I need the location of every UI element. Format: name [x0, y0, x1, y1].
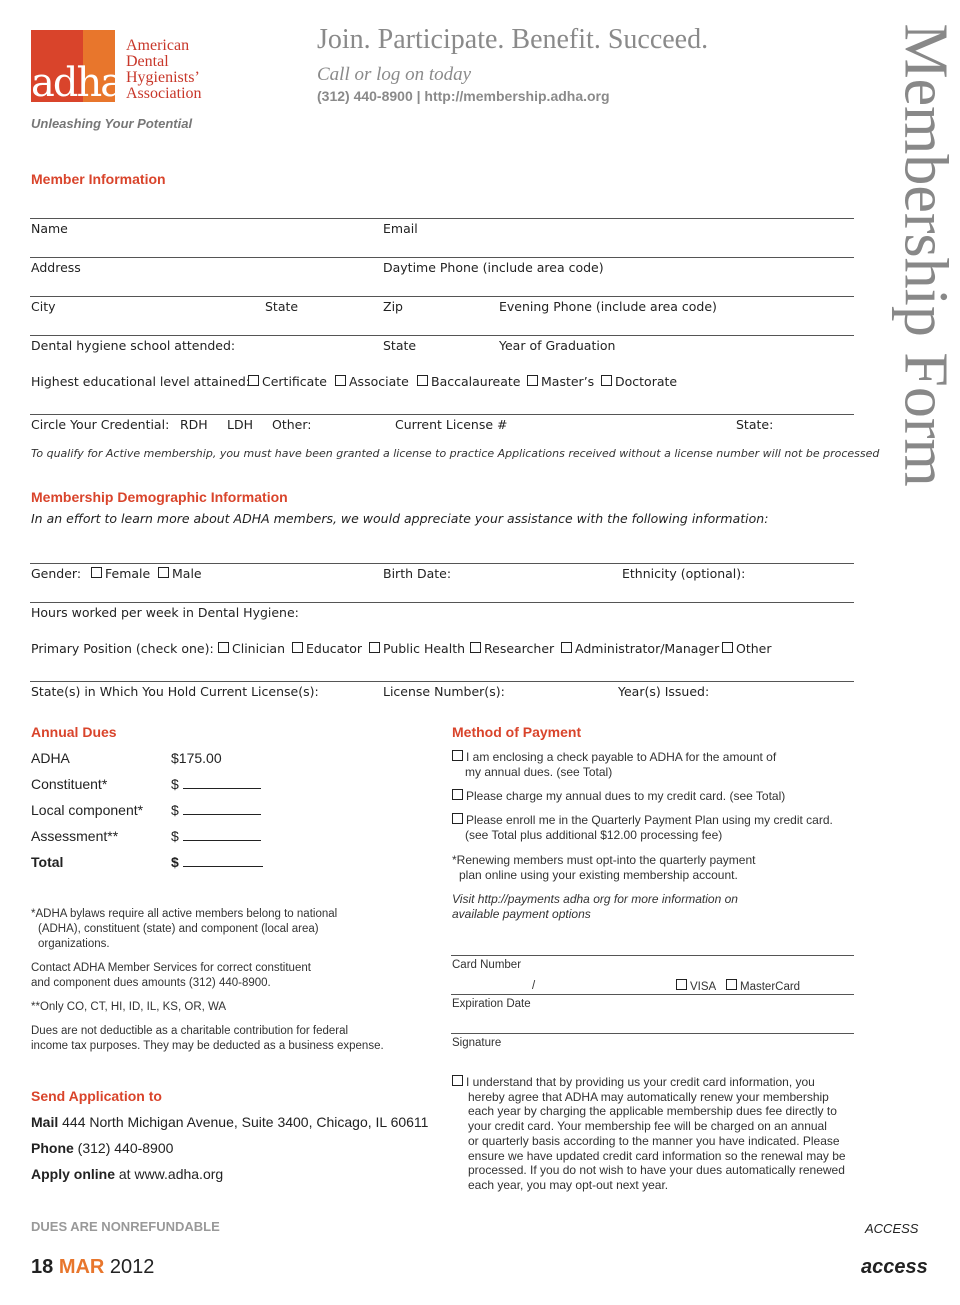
address-line[interactable]: [30, 257, 854, 258]
checkbox-icon[interactable]: [452, 789, 463, 800]
visit-note: Visit http://payments adha org for more information on available payment options: [452, 892, 738, 921]
checkbox-icon[interactable]: [726, 979, 737, 990]
contact-line: (312) 440-8900 | http://membership.adha.org: [317, 88, 610, 104]
position-clinician[interactable]: Clinician: [218, 641, 285, 656]
payment-option-check[interactable]: I am enclosing a check payable to ADHA for the amount of my annual dues. (see Total): [452, 750, 776, 780]
card-number-line[interactable]: [451, 955, 854, 956]
license-label: Current License #: [395, 417, 508, 432]
gender-label: Gender:: [31, 566, 82, 581]
expiration-line[interactable]: [451, 994, 854, 995]
gender-female[interactable]: Female: [91, 566, 150, 581]
position-other[interactable]: Other: [722, 641, 772, 656]
slogan: Join. Participate. Benefit. Succeed.: [317, 24, 709, 55]
checkbox-icon[interactable]: [218, 642, 229, 653]
dues-field-assessment[interactable]: $: [171, 828, 261, 844]
card-number-label: Card Number: [452, 959, 522, 971]
edu-option-doctorate[interactable]: Doctorate: [601, 374, 677, 389]
school-line[interactable]: [30, 335, 854, 336]
page-number: 18: [31, 1256, 54, 1278]
tagline: Unleashing Your Potential: [31, 116, 193, 131]
dues-note-contact: Contact ADHA Member Services for correct constituent and component dues amounts (312) 440-8900.: [31, 962, 311, 989]
position-educator[interactable]: Educator: [292, 641, 362, 656]
annual-dues-heading: Annual Dues: [31, 724, 117, 740]
payment-option-card[interactable]: Please charge my annual dues to my credit card. (see Total): [452, 789, 785, 804]
dues-value-adha: $175.00: [171, 750, 222, 766]
member-info-heading: Member Information: [31, 171, 166, 187]
dues-field-total[interactable]: $: [171, 854, 263, 870]
dues-label-adha: ADHA: [31, 750, 70, 766]
expiration-label: Expiration Date: [452, 998, 531, 1010]
org-line: Hygienists’: [126, 69, 200, 86]
license-state-label: State:: [736, 417, 774, 432]
qualify-note: To qualify for Active membership, you must have been granted a license to practice Applications received without a license number will not be processed: [31, 447, 880, 460]
renew-note: *Renewing members must opt-into the quarterly payment plan online using your existing membership account.: [452, 853, 756, 882]
license-states-label: State(s) in Which You Hold Current License(s):: [31, 684, 319, 699]
mastercard-option[interactable]: MasterCard: [726, 979, 800, 995]
evening-phone-label: Evening Phone (include area code): [499, 299, 717, 314]
credential-label: Circle Your Credential:: [31, 417, 170, 432]
hours-label: Hours worked per week in Dental Hygiene:: [31, 605, 299, 620]
org-line: American: [126, 37, 190, 54]
hours-line[interactable]: [30, 602, 854, 603]
license-numbers-label: License Number(s):: [383, 684, 505, 699]
checkbox-icon[interactable]: [369, 642, 380, 653]
city-line[interactable]: [30, 296, 854, 297]
checkbox-icon[interactable]: [676, 979, 687, 990]
credential-other[interactable]: Other:: [272, 417, 312, 432]
payment-heading: Method of Payment: [452, 724, 582, 740]
position-administrator[interactable]: Administrator/Manager: [561, 641, 719, 656]
checkbox-icon[interactable]: [292, 642, 303, 653]
dues-label-constituent: Constituent*: [31, 776, 108, 792]
checkbox-icon[interactable]: [452, 1075, 463, 1086]
license-states-line[interactable]: [30, 681, 854, 682]
edu-option-masters[interactable]: Master’s: [527, 374, 594, 389]
org-line: Dental: [126, 53, 169, 70]
checkbox-icon[interactable]: [601, 375, 612, 386]
checkbox-icon[interactable]: [452, 750, 463, 761]
dues-field-local[interactable]: $: [171, 802, 261, 818]
city-label: City: [31, 299, 56, 314]
payment-option-quarterly[interactable]: Please enroll me in the Quarterly Payment Plan using my credit card. (see Total plus additional $12.00 processing fee): [452, 813, 833, 843]
birth-label: Birth Date:: [383, 566, 452, 581]
years-issued-label: Year(s) Issued:: [618, 684, 710, 699]
dues-label-assessment: Assessment**: [31, 828, 119, 844]
credential-line[interactable]: [30, 414, 854, 415]
send-mail: Mail 444 North Michigan Avenue, Suite 3400, Chicago, IL 60611: [31, 1114, 429, 1130]
access-small: ACCESS: [865, 1221, 919, 1236]
ethnicity-label: Ethnicity (optional):: [622, 566, 746, 581]
edu-option-baccalaureate[interactable]: Baccalaureate: [417, 374, 521, 389]
daytime-phone-label: Daytime Phone (include area code): [383, 260, 604, 275]
checkbox-icon[interactable]: [452, 813, 463, 824]
address-label: Address: [31, 260, 81, 275]
demographic-heading: Membership Demographic Information: [31, 489, 288, 505]
dues-note-tax: Dues are not deductible as a charitable contribution for federal income tax purposes. They may be deducted as a business expense.: [31, 1025, 384, 1052]
name-label: Name: [31, 221, 68, 236]
send-phone: Phone (312) 440-8900: [31, 1140, 174, 1156]
state-label: State: [265, 299, 299, 314]
vertical-title: Membership Form: [891, 23, 960, 487]
checkbox-icon[interactable]: [722, 642, 733, 653]
school-label: Dental hygiene school attended:: [31, 338, 236, 353]
credential-ldh[interactable]: LDH: [227, 417, 253, 432]
email-label: Email: [383, 221, 418, 236]
expiration-slash: /: [532, 980, 536, 992]
footer-month: MAR: [58, 1256, 105, 1278]
logo-text: adha: [31, 60, 123, 106]
auto-renew-consent[interactable]: I understand that by providing us your credit card information, you hereby agree that ADHA may automatically renew your membership each year by charging the applicable membership dues fee directly to your credit card. Your membership fee will be charged on an annual or quarterly basis according to the manner you have indicated. Please ensure we have updated credit card information so the renewal may be processed. If you do not wish to have your dues automatically renewed each year, you may opt-out next year.: [452, 1075, 846, 1193]
dues-label-total: Total: [31, 854, 64, 870]
edu-option-associate[interactable]: Associate: [335, 374, 409, 389]
visa-option[interactable]: VISA: [676, 979, 716, 995]
checkbox-icon[interactable]: [91, 567, 102, 578]
edu-option-certificate[interactable]: Certificate: [248, 374, 327, 389]
access-logo: access: [861, 1256, 928, 1278]
position-public-health[interactable]: Public Health: [369, 641, 465, 656]
school-state-label: State: [383, 338, 417, 353]
send-online[interactable]: Apply online at www.adha.org: [31, 1166, 224, 1182]
org-line: Association: [126, 85, 202, 102]
checkbox-icon[interactable]: [158, 567, 169, 578]
gender-male[interactable]: Male: [158, 566, 202, 581]
dues-note-states: **Only CO, CT, HI, ID, IL, KS, OR, WA: [31, 1001, 227, 1013]
checkbox-icon[interactable]: [248, 375, 259, 386]
adha-logo: [31, 30, 123, 106]
zip-label: Zip: [383, 299, 403, 314]
dues-field-constituent[interactable]: $: [171, 776, 261, 792]
call-text: Call or log on today: [317, 64, 472, 85]
nonrefundable-note: DUES ARE NONREFUNDABLE: [31, 1219, 220, 1234]
send-heading: Send Application to: [31, 1088, 162, 1104]
org-name: [126, 38, 202, 102]
position-label: Primary Position (check one):: [31, 641, 214, 656]
name-line[interactable]: [30, 218, 854, 219]
dues-note-bylaws: *ADHA bylaws require all active members belong to national (ADHA), constituent (state) and component (local area) organizations.: [31, 908, 338, 950]
checkbox-icon[interactable]: [335, 375, 346, 386]
checkbox-icon[interactable]: [561, 642, 572, 653]
signature-label: Signature: [452, 1037, 502, 1049]
footer-folio: [31, 1256, 154, 1279]
demographic-intro: In an effort to learn more about ADHA members, we would appreciate your assistance with the following information:: [31, 511, 769, 526]
dues-label-local: Local component*: [31, 802, 144, 818]
checkbox-icon[interactable]: [417, 375, 428, 386]
year-grad-label: Year of Graduation: [499, 338, 616, 353]
footer-year: 2012: [109, 1256, 155, 1278]
checkbox-icon[interactable]: [470, 642, 481, 653]
education-label: Highest educational level attained:: [31, 374, 250, 389]
signature-line[interactable]: [451, 1033, 854, 1034]
gender-line[interactable]: [30, 563, 854, 564]
checkbox-icon[interactable]: [527, 375, 538, 386]
position-researcher[interactable]: Researcher: [470, 641, 554, 656]
credential-rdh[interactable]: RDH: [180, 417, 208, 432]
